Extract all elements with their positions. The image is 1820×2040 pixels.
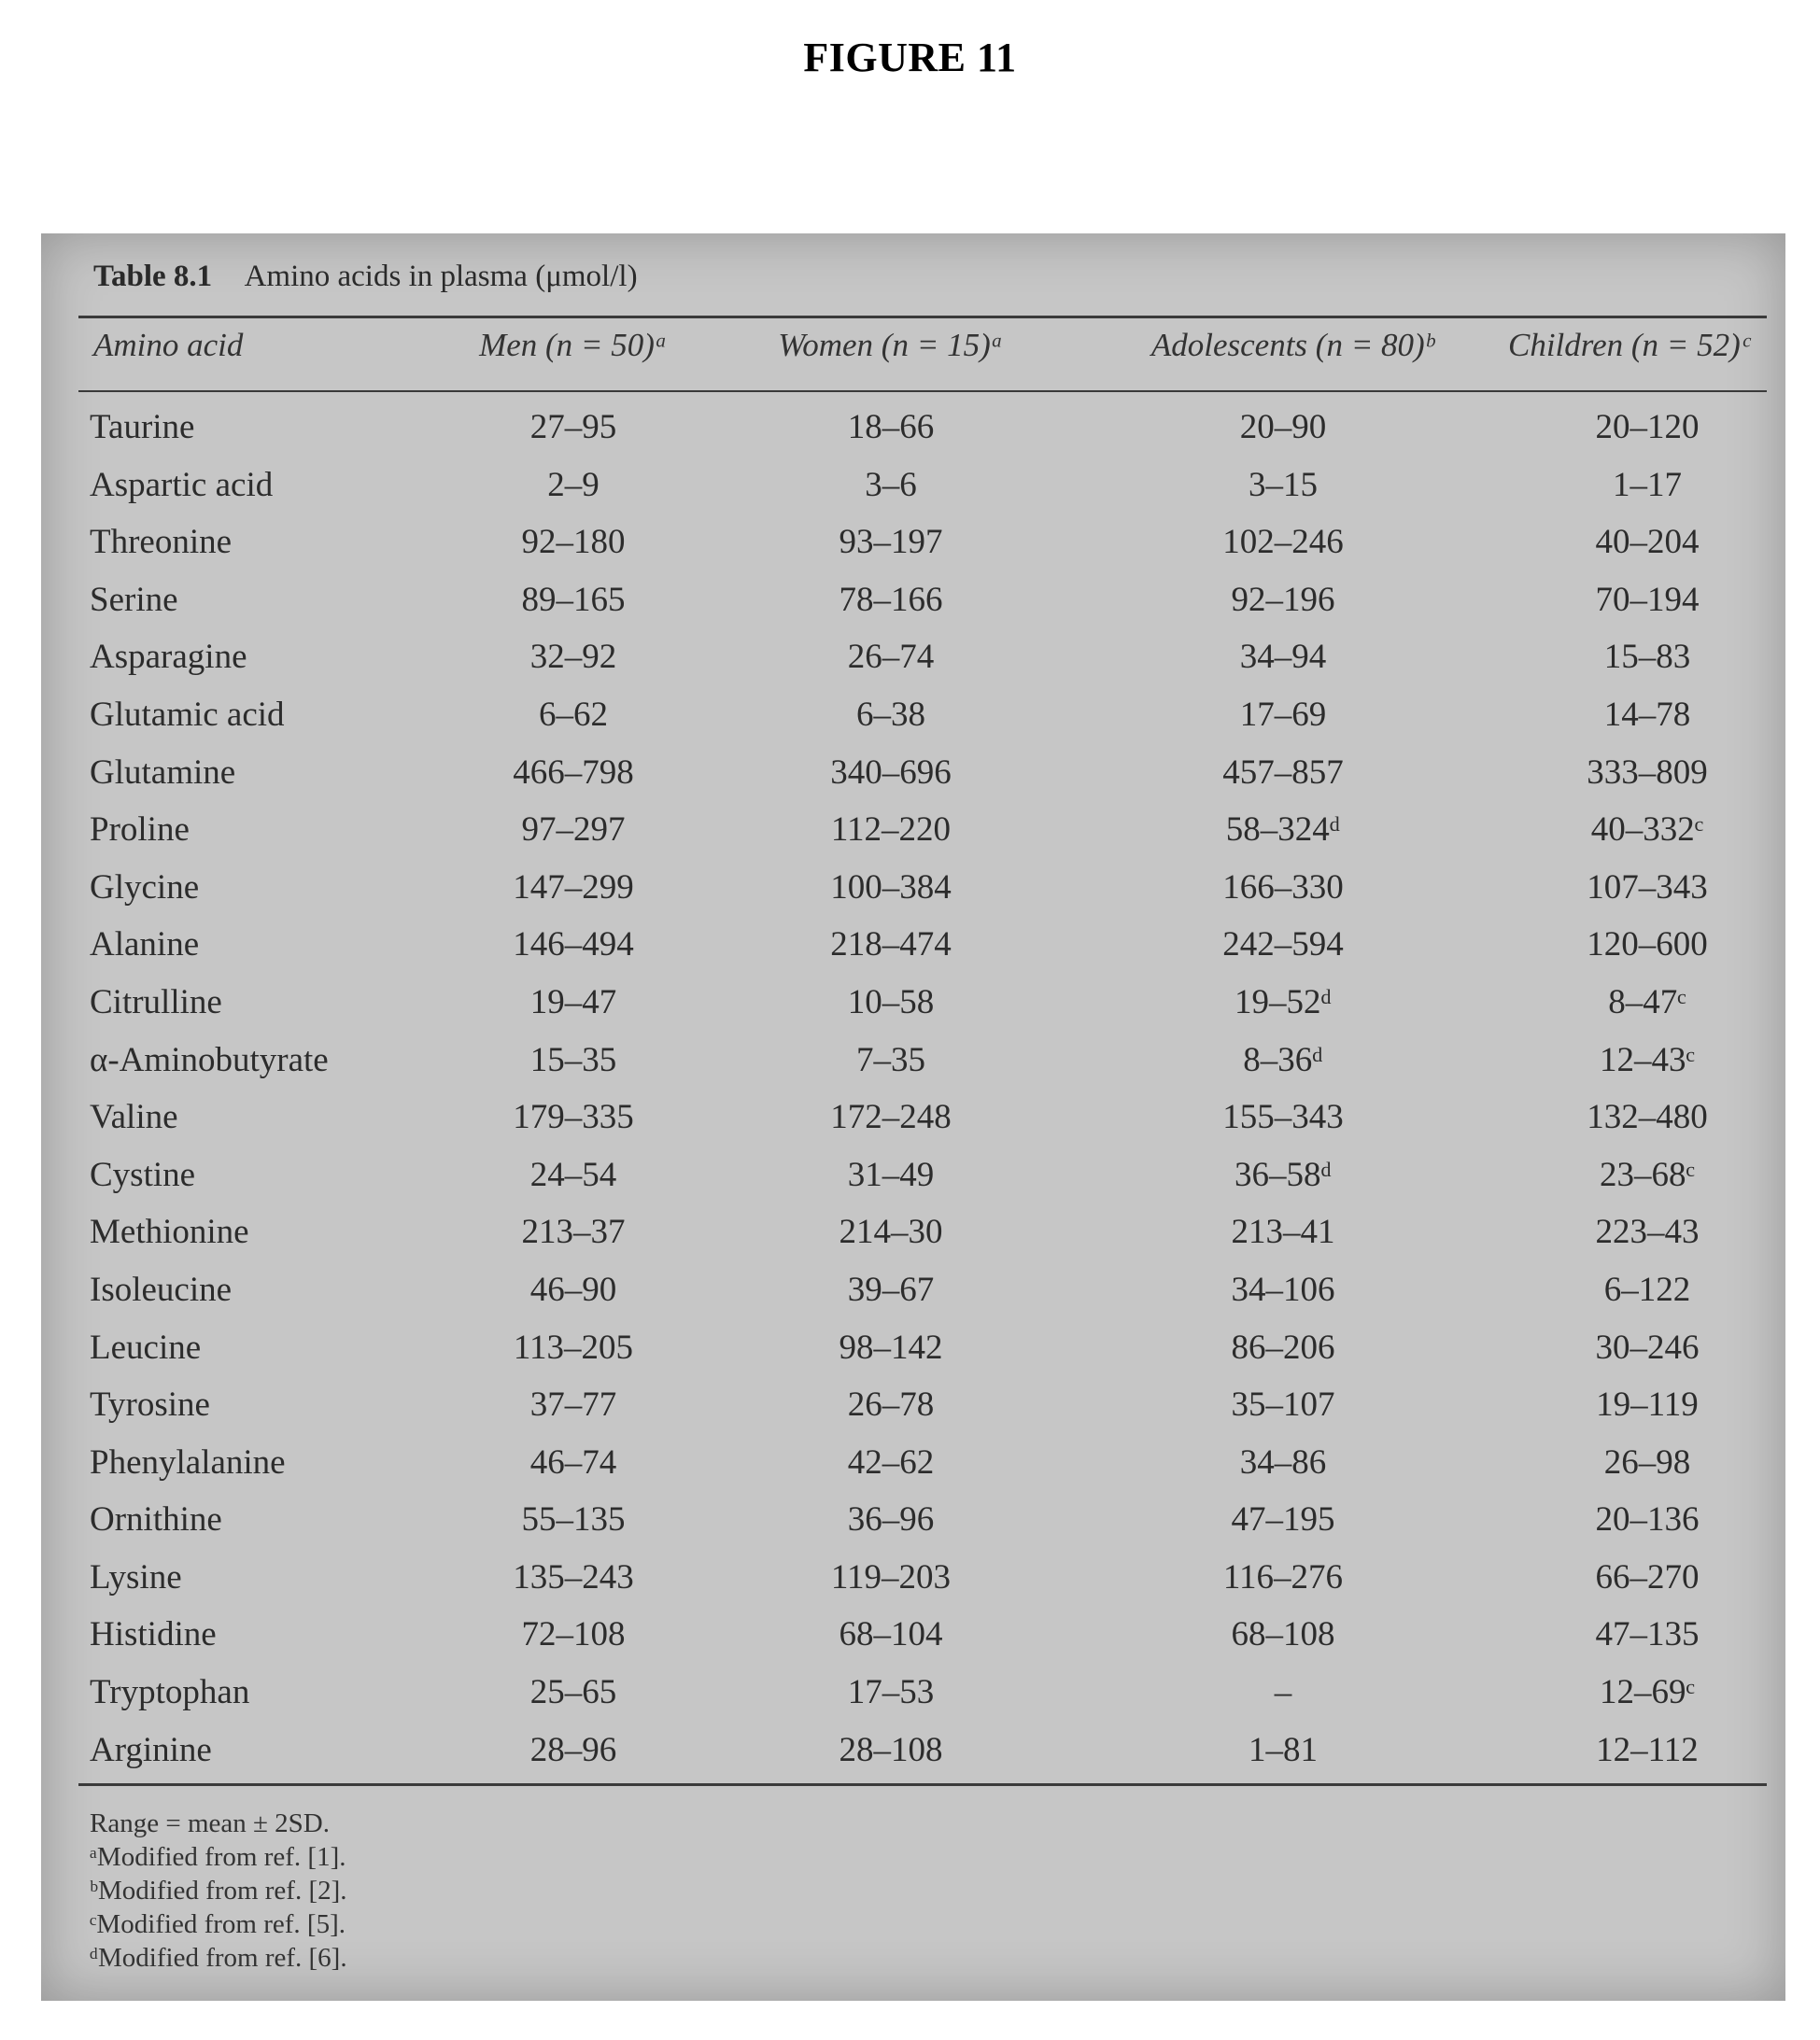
range-cell: 213–41 (1231, 1213, 1335, 1252)
footnote: Range = mean ± 2SD. (90, 1808, 330, 1838)
amino-acid-name: Methionine (90, 1213, 249, 1252)
range-cell: 20–90 (1239, 408, 1327, 446)
range-cell: 12–43ᶜ (1600, 1040, 1695, 1079)
range-cell: 34–106 (1231, 1270, 1335, 1309)
table-row (41, 1723, 1785, 1780)
range-cell: 93–197 (839, 523, 943, 562)
range-cell: 30–246 (1595, 1328, 1700, 1367)
table-row (41, 400, 1785, 457)
table-row (41, 687, 1785, 745)
table-row (41, 629, 1785, 687)
amino-acid-name: Histidine (90, 1615, 217, 1654)
bottom-rule (78, 1783, 1767, 1786)
amino-acid-name: Lysine (90, 1557, 182, 1597)
range-cell: 19–119 (1596, 1386, 1699, 1425)
table-row (41, 1204, 1785, 1262)
table-caption-text: Amino acids in plasma (μmol/l) (244, 260, 638, 293)
range-cell: 20–136 (1595, 1500, 1700, 1540)
range-cell: 132–480 (1587, 1098, 1708, 1137)
range-cell: 333–809 (1587, 753, 1708, 792)
range-cell: 19–52ᵈ (1234, 982, 1332, 1021)
range-cell: 37–77 (529, 1386, 617, 1425)
range-cell: 20–120 (1595, 408, 1700, 446)
range-cell: 172–248 (830, 1098, 952, 1137)
range-cell: 15–35 (529, 1040, 617, 1079)
range-cell: 218–474 (830, 925, 952, 964)
amino-acid-name: Isoleucine (90, 1270, 233, 1309)
table-label: Table 8.1 (93, 260, 213, 293)
range-cell: 119–203 (830, 1557, 952, 1597)
amino-acid-name: Leucine (90, 1328, 202, 1367)
range-cell: 27–95 (529, 408, 617, 446)
table-row (41, 1033, 1785, 1090)
table-footnotes (90, 1807, 347, 1975)
amino-acid-name: Threonine (90, 523, 233, 562)
range-cell: 107–343 (1587, 867, 1708, 907)
table-row (41, 1262, 1785, 1320)
range-cell: 100–384 (830, 867, 952, 907)
range-cell: 12–112 (1596, 1730, 1699, 1769)
table-row (41, 917, 1785, 975)
range-cell: 47–135 (1595, 1615, 1700, 1654)
range-cell: 86–206 (1231, 1328, 1335, 1367)
amino-acid-name: Alanine (90, 925, 200, 964)
table-row (41, 1550, 1785, 1608)
amino-acid-name: Proline (90, 810, 190, 850)
range-cell: 3–6 (865, 465, 917, 504)
amino-acid-name: Glycine (90, 867, 200, 907)
range-cell: 120–600 (1587, 925, 1708, 964)
range-cell: 14–78 (1603, 695, 1691, 734)
amino-acid-name: Glutamic acid (90, 695, 285, 734)
header-women: Women (n = 15)ᵃ (778, 327, 1004, 363)
range-cell: 102–246 (1222, 523, 1344, 562)
range-cell: 34–86 (1239, 1442, 1327, 1482)
range-cell: 12–69ᶜ (1600, 1673, 1695, 1712)
header-rule (78, 390, 1767, 392)
amino-acid-name: Glutamine (90, 753, 236, 792)
range-cell: 6–38 (856, 695, 925, 734)
footnote: ᵈModified from ref. [6]. (90, 1943, 347, 1973)
range-cell: 68–108 (1231, 1615, 1335, 1654)
amino-acid-name: Valine (90, 1098, 178, 1137)
amino-acid-name: Ornithine (90, 1500, 222, 1540)
range-cell: 457–857 (1222, 753, 1344, 792)
range-cell: 135–243 (513, 1557, 634, 1597)
amino-acid-name: Phenylalanine (90, 1442, 286, 1482)
amino-acid-name: Taurine (90, 408, 195, 446)
range-cell: 28–96 (529, 1730, 617, 1769)
table-row (41, 1435, 1785, 1493)
table-row (41, 1492, 1785, 1550)
range-cell: 25–65 (529, 1673, 617, 1712)
range-cell: 19–47 (529, 982, 617, 1021)
table-row (41, 1377, 1785, 1435)
range-cell: 147–299 (513, 867, 634, 907)
range-cell: 10–58 (847, 982, 935, 1021)
amino-acid-name: Cystine (90, 1155, 196, 1194)
table-photo (41, 233, 1785, 2001)
range-cell: 35–107 (1231, 1386, 1335, 1425)
range-cell: 223–43 (1595, 1213, 1700, 1252)
range-cell: 6–62 (539, 695, 608, 734)
range-cell: 32–92 (529, 638, 617, 677)
footnote: ᵇModified from ref. [2]. (90, 1876, 347, 1906)
range-cell: 28–108 (839, 1730, 943, 1769)
range-cell: 23–68ᶜ (1600, 1155, 1695, 1194)
range-cell: 47–195 (1231, 1500, 1335, 1540)
range-cell: 78–166 (839, 580, 943, 619)
table-row (41, 514, 1785, 572)
range-cell: 113–205 (513, 1328, 634, 1367)
range-cell: 242–594 (1222, 925, 1344, 964)
footnote: ᵃModified from ref. [1]. (90, 1842, 346, 1872)
range-cell: 146–494 (513, 925, 634, 964)
amino-acid-name: Asparagine (90, 638, 247, 677)
range-cell: 98–142 (839, 1328, 943, 1367)
amino-acid-name: Tyrosine (90, 1386, 210, 1425)
range-cell: 17–53 (847, 1673, 935, 1712)
table-row (41, 975, 1785, 1033)
range-cell: 17–69 (1239, 695, 1327, 734)
range-cell: 34–94 (1239, 638, 1327, 677)
range-cell: 466–798 (513, 753, 634, 792)
range-cell: 92–196 (1231, 580, 1335, 619)
range-cell: 92–180 (521, 523, 626, 562)
range-cell: 1–81 (1249, 1730, 1318, 1769)
range-cell: 58–324ᵈ (1225, 810, 1341, 850)
table-row (41, 860, 1785, 918)
header-men: Men (n = 50)ᵃ (479, 327, 668, 363)
range-cell: 26–78 (847, 1386, 935, 1425)
range-cell: 70–194 (1595, 580, 1700, 619)
table-row (41, 1320, 1785, 1378)
range-cell: 155–343 (1222, 1098, 1344, 1137)
range-cell: 166–330 (1222, 867, 1344, 907)
range-cell: 46–90 (529, 1270, 617, 1309)
amino-acid-name: Tryptophan (90, 1673, 250, 1712)
range-cell: 26–98 (1603, 1442, 1691, 1482)
amino-acid-name: Arginine (90, 1730, 212, 1769)
range-cell: 112–220 (830, 810, 952, 850)
table-row (41, 1147, 1785, 1205)
range-cell: 179–335 (513, 1098, 634, 1137)
amino-acid-name: Aspartic acid (90, 465, 274, 504)
range-cell: 40–332ᶜ (1590, 810, 1704, 850)
header-adolescents: Adolescents (n = 80)ᵇ (1150, 327, 1434, 363)
table-body (41, 400, 1785, 1780)
range-cell: 31–49 (847, 1155, 935, 1194)
range-cell: 89–165 (521, 580, 626, 619)
table-caption (93, 260, 638, 294)
amino-acid-name: α-Aminobutyrate (90, 1040, 329, 1079)
range-cell: – (1274, 1673, 1292, 1712)
range-cell: 8–47ᶜ (1608, 982, 1686, 1021)
footnote: ᶜModified from ref. [5]. (90, 1909, 346, 1939)
range-cell: 213–37 (521, 1213, 626, 1252)
range-cell: 214–30 (839, 1213, 943, 1252)
header-children: Children (n = 52)ᶜ (1507, 327, 1750, 363)
range-cell: 8–36ᵈ (1243, 1040, 1323, 1079)
range-cell: 97–297 (521, 810, 626, 850)
range-cell: 7–35 (856, 1040, 925, 1079)
range-cell: 3–15 (1249, 465, 1318, 504)
range-cell: 39–67 (847, 1270, 935, 1309)
range-cell: 24–54 (529, 1155, 617, 1194)
table-row (41, 572, 1785, 630)
range-cell: 66–270 (1595, 1557, 1700, 1597)
range-cell: 15–83 (1603, 638, 1691, 677)
range-cell: 116–276 (1222, 1557, 1344, 1597)
range-cell: 55–135 (521, 1500, 626, 1540)
figure-title: FIGURE 11 (803, 35, 1017, 80)
range-cell: 46–74 (529, 1442, 617, 1482)
range-cell: 42–62 (847, 1442, 935, 1482)
range-cell: 72–108 (521, 1615, 626, 1654)
table-row (41, 1607, 1785, 1665)
top-rule (78, 316, 1767, 318)
table-row (41, 745, 1785, 803)
range-cell: 340–696 (830, 753, 952, 792)
table-row (41, 1665, 1785, 1723)
table-row (41, 457, 1785, 515)
header-amino-acid: Amino acid (93, 327, 244, 363)
table-row (41, 802, 1785, 860)
range-cell: 68–104 (839, 1615, 943, 1654)
range-cell: 6–122 (1603, 1270, 1691, 1309)
amino-acid-name: Serine (90, 580, 178, 619)
range-cell: 2–9 (547, 465, 600, 504)
amino-acid-name: Citrulline (90, 982, 222, 1021)
range-cell: 36–96 (847, 1500, 935, 1540)
range-cell: 26–74 (847, 638, 935, 677)
table-row (41, 1090, 1785, 1147)
range-cell: 1–17 (1613, 465, 1682, 504)
range-cell: 18–66 (847, 408, 935, 446)
range-cell: 36–58ᵈ (1234, 1155, 1332, 1194)
range-cell: 40–204 (1595, 523, 1700, 562)
